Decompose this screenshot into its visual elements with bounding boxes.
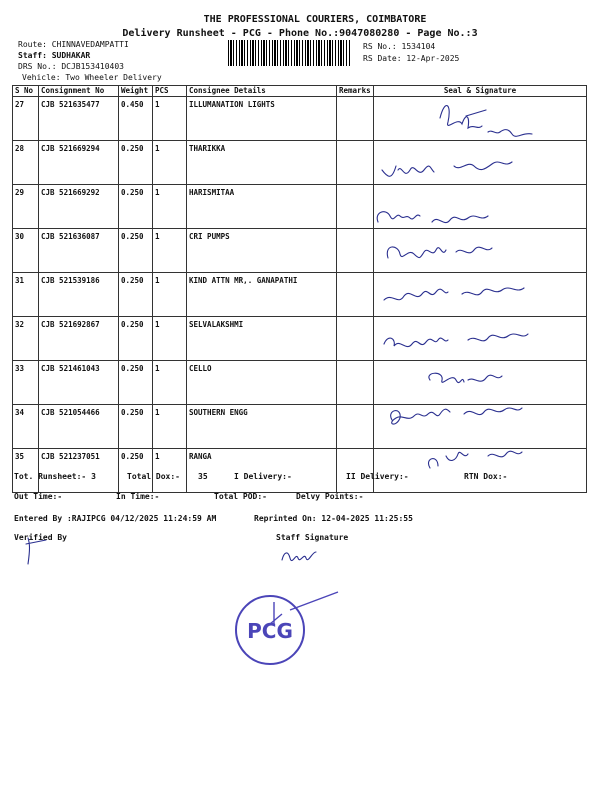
col-consignee: Consignee Details	[187, 86, 337, 97]
table-row	[13, 361, 587, 405]
runsheet-subtitle: Delivery Runsheet - PCG - Phone No.:9047080280 - Page No.:3	[122, 28, 478, 39]
cell-consignment: CJB 521539186	[39, 273, 119, 317]
cell-remarks	[337, 185, 374, 229]
cell-pcs: 1	[153, 97, 187, 141]
cell-sno: 35	[13, 449, 39, 493]
cell-sno: 28	[13, 141, 39, 185]
cell-pcs: 1	[153, 449, 187, 493]
cell-consignee: SOUTHERN ENGG	[187, 405, 337, 449]
rtn-dox: RTN Dox:-	[464, 472, 508, 481]
cell-remarks	[337, 449, 374, 493]
total-pod: Total POD:-	[214, 492, 267, 501]
col-pcs: PCS	[153, 86, 187, 97]
cell-pcs: 1	[153, 405, 187, 449]
cell-consignee: RANGA	[187, 449, 337, 493]
cell-consignment: CJB 521461043	[39, 361, 119, 405]
cell-consignment: CJB 521692867	[39, 317, 119, 361]
cell-signature	[374, 449, 587, 493]
cell-weight: 0.250	[119, 185, 153, 229]
cell-signature	[374, 273, 587, 317]
cell-weight: 0.250	[119, 229, 153, 273]
table-row	[13, 273, 587, 317]
cell-remarks	[337, 229, 374, 273]
cell-weight: 0.250	[119, 405, 153, 449]
runsheet-table	[12, 85, 587, 493]
cell-pcs: 1	[153, 273, 187, 317]
table-row	[13, 405, 587, 449]
cell-signature	[374, 141, 587, 185]
cell-pcs: 1	[153, 317, 187, 361]
table-row	[13, 185, 587, 229]
cell-remarks	[337, 273, 374, 317]
cell-consignee: CRI PUMPS	[187, 229, 337, 273]
stamp-text: PCG	[247, 619, 293, 643]
cell-remarks	[337, 141, 374, 185]
cell-signature	[374, 185, 587, 229]
cell-consignee: KIND ATTN MR,. GANAPATHI	[187, 273, 337, 317]
col-consignment: Consignment No	[39, 86, 119, 97]
cell-remarks	[337, 405, 374, 449]
cell-remarks	[337, 97, 374, 141]
cell-weight: 0.250	[119, 449, 153, 493]
cell-sno: 33	[13, 361, 39, 405]
table-row	[13, 141, 587, 185]
table-row	[13, 449, 587, 493]
cell-sno: 30	[13, 229, 39, 273]
staff-signature-label: Staff Signature	[276, 533, 349, 542]
pcg-stamp	[230, 588, 340, 670]
rs-date: RS Date: 12-Apr-2025	[363, 54, 460, 63]
cell-consignee: CELLO	[187, 361, 337, 405]
cell-weight: 0.250	[119, 273, 153, 317]
table-row	[13, 97, 587, 141]
barcode	[228, 40, 350, 66]
table-row	[13, 317, 587, 361]
cell-signature	[374, 405, 587, 449]
cell-consignment: CJB 521237051	[39, 449, 119, 493]
cell-consignment: CJB 521636087	[39, 229, 119, 273]
cell-consignee: ILLUMANATION LIGHTS	[187, 97, 337, 141]
cell-consignee: THARIKKA	[187, 141, 337, 185]
cell-pcs: 1	[153, 141, 187, 185]
col-sno: S No	[13, 86, 39, 97]
cell-consignment: CJB 521054466	[39, 405, 119, 449]
cell-consignment: CJB 521669292	[39, 185, 119, 229]
cell-consignment: CJB 521635477	[39, 97, 119, 141]
total-dox-label: Total Dox:-	[127, 472, 180, 481]
total-dox-value: 35	[198, 472, 208, 481]
out-time: Out Time:-	[14, 492, 63, 501]
cell-consignment: CJB 521669294	[39, 141, 119, 185]
cell-pcs: 1	[153, 361, 187, 405]
cell-weight: 0.250	[119, 317, 153, 361]
cell-signature	[374, 361, 587, 405]
tot-runsheet: Tot. Runsheet:- 3	[14, 472, 96, 481]
verified-by-label: Verified By	[14, 533, 67, 542]
cell-consignee: SELVALAKSHMI	[187, 317, 337, 361]
col-signature: Seal & Signature	[374, 86, 587, 97]
route-label: Route: CHINNAVEDAMPATTI	[18, 40, 129, 49]
cell-sno: 31	[13, 273, 39, 317]
table-header-row	[13, 86, 587, 97]
delvy-points: Delvy Points:-	[296, 492, 364, 501]
i-delivery: I Delivery:-	[234, 472, 292, 481]
in-time: In Time:-	[116, 492, 160, 501]
ii-delivery: II Delivery:-	[346, 472, 409, 481]
cell-weight: 0.250	[119, 361, 153, 405]
cell-weight: 0.450	[119, 97, 153, 141]
vehicle-label: Vehicle: Two Wheeler Delivery	[22, 73, 162, 82]
col-weight: Weight	[119, 86, 153, 97]
cell-sno: 27	[13, 97, 39, 141]
cell-sno: 29	[13, 185, 39, 229]
cell-remarks	[337, 317, 374, 361]
col-remarks: Remarks	[337, 86, 374, 97]
rs-number: RS No.: 1534104	[363, 42, 436, 51]
staff-signature-mark	[282, 552, 316, 561]
cell-weight: 0.250	[119, 141, 153, 185]
cell-signature	[374, 317, 587, 361]
entered-by: Entered By :RAJIPCG 04/12/2025 11:24:59 AM	[14, 514, 217, 523]
cell-signature	[374, 229, 587, 273]
staff-label: Staff: SUDHAKAR	[18, 51, 91, 60]
cell-remarks	[337, 361, 374, 405]
cell-consignee: HARISMITAA	[187, 185, 337, 229]
company-title: THE PROFESSIONAL COURIERS, COIMBATORE	[203, 14, 427, 25]
drs-label: DRS No.: DCJB153410403	[18, 62, 124, 71]
cell-signature	[374, 97, 587, 141]
cell-pcs: 1	[153, 185, 187, 229]
table-row	[13, 229, 587, 273]
cell-sno: 34	[13, 405, 39, 449]
reprinted-on: Reprinted On: 12-04-2025 11:25:55	[254, 514, 413, 523]
cell-sno: 32	[13, 317, 39, 361]
cell-pcs: 1	[153, 229, 187, 273]
